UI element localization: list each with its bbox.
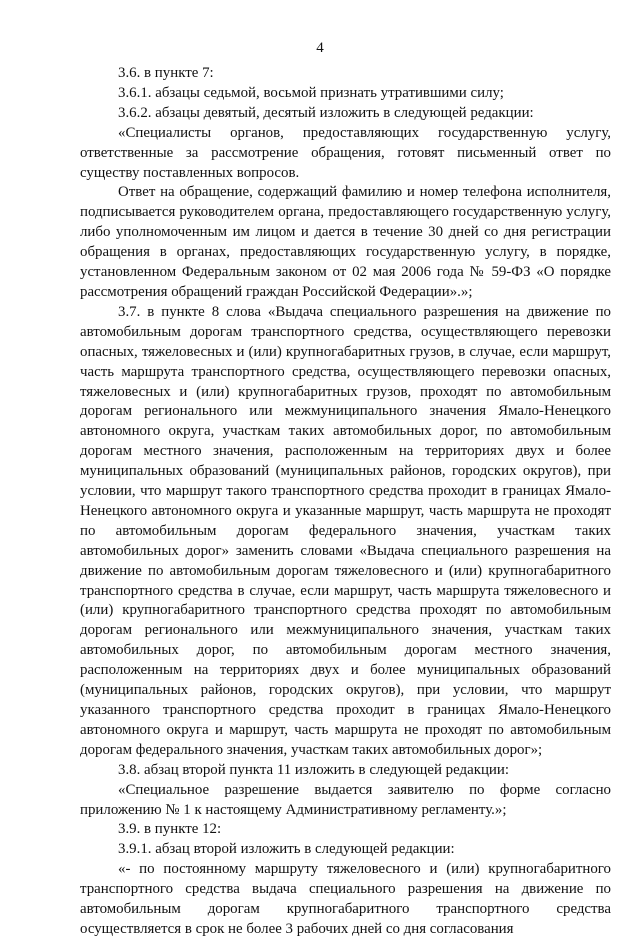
page-number: 4 — [316, 40, 324, 56]
paragraph-response: Ответ на обращение, содержащий фамилию и номер телефона исполнителя, подписывается руководителем органа, предоставляющего государственную услугу, либо уполномоченным им лицом и дается в течение 30 дней со дня регистрации обращения в органах, предоставляющих государственную услугу, в порядке, установленном Федеральным законом от 02 мая 2006 года № 59-ФЗ «О порядке рассмотрения обращений граждан Российской Федерации».»; — [80, 184, 611, 300]
paragraph-quote-permit: «Специальное разрешение выдается заявителю по форме согласно приложению № 1 к настоящему Административному регламенту.»; — [80, 781, 611, 818]
document-body — [80, 64, 611, 940]
paragraph-quote-route: «- по постоянному маршруту тяжеловесного и (или) крупногабаритного транспортного средства выдача специального разрешения на движение по автомобильным дорогам крупногабаритного транспортного средства осуществляется в срок не более 3 рабочих дней со дня согласования — [80, 861, 611, 937]
paragraph-3-6-2: 3.6.2. абзацы девятый, десятый изложить в следующей редакции: — [118, 104, 534, 121]
paragraph-3-6: 3.6. в пункте 7: — [118, 65, 214, 81]
paragraph-quote-specialists: «Специалисты органов, предоставляющих государственную услугу, ответственные за рассмотрение обращения, готовят письменный ответ по существу поставленных вопросов. — [80, 124, 611, 181]
paragraph-3-8: 3.8. абзац второй пункта 11 изложить в следующей редакции: — [118, 761, 510, 778]
paragraph-3-9: 3.9. в пункте 12: — [118, 821, 222, 838]
paragraph-3-7: 3.7. в пункте 8 слова «Выдача специального разрешения на движение по автомобильным дорогам транспортного средства, осуществляющего перевозки опасных, тяжеловесных и (или) крупногабаритных грузов, в случае, если маршрут, часть маршрута транспортного средства, осуществляющего перевозки опасных, тяжеловесных и (или) крупногабаритных грузов, проходят по автомобильным дорогам регионального или межмуниципального значения Ямало-Ненецкого автономного округа, участкам таких автомобильных дорог, по автомобильным дорогам местного значения, расположенным на территориях двух и более муниципальных образований (муниципальных районов, городских округов), при условии, что маршрут такого транспортного средства проходит в границах Ямало-Ненецкого автономного округа и указанные маршрут, часть маршрута не проходят по автомобильным дорогам федерального значения, участкам таких автомобильных дорог» заменить словами «Выдача специального разрешения на движение по автомобильным дорогам тяжеловесного и (или) крупногабаритного транспортного средства в случае, если маршрут, часть маршрута тяжеловесного и (или) крупногабаритного транспортного средства проходят по автомобильным дорогам регионального или межмуниципального значения, участкам таких автомобильных дорог, по автомобильным дорогам местного значения, расположенным на территориях двух и более муниципальных образований (муниципальных районов, городских округов), при условии, что маршрут указанного транспортного средства проходит в границах Ямало-Ненецкого автономного округа и маршрут, часть маршрута не проходят по автомобильным дорогам федерального значения, участкам таких автомобильных дорог»; — [80, 303, 611, 758]
paragraph-3-9-1: 3.9.1. абзац второй изложить в следующей редакции: — [118, 841, 455, 858]
paragraph-3-6-1: 3.6.1. абзацы седьмой, восьмой признать утратившими силу; — [118, 84, 504, 101]
